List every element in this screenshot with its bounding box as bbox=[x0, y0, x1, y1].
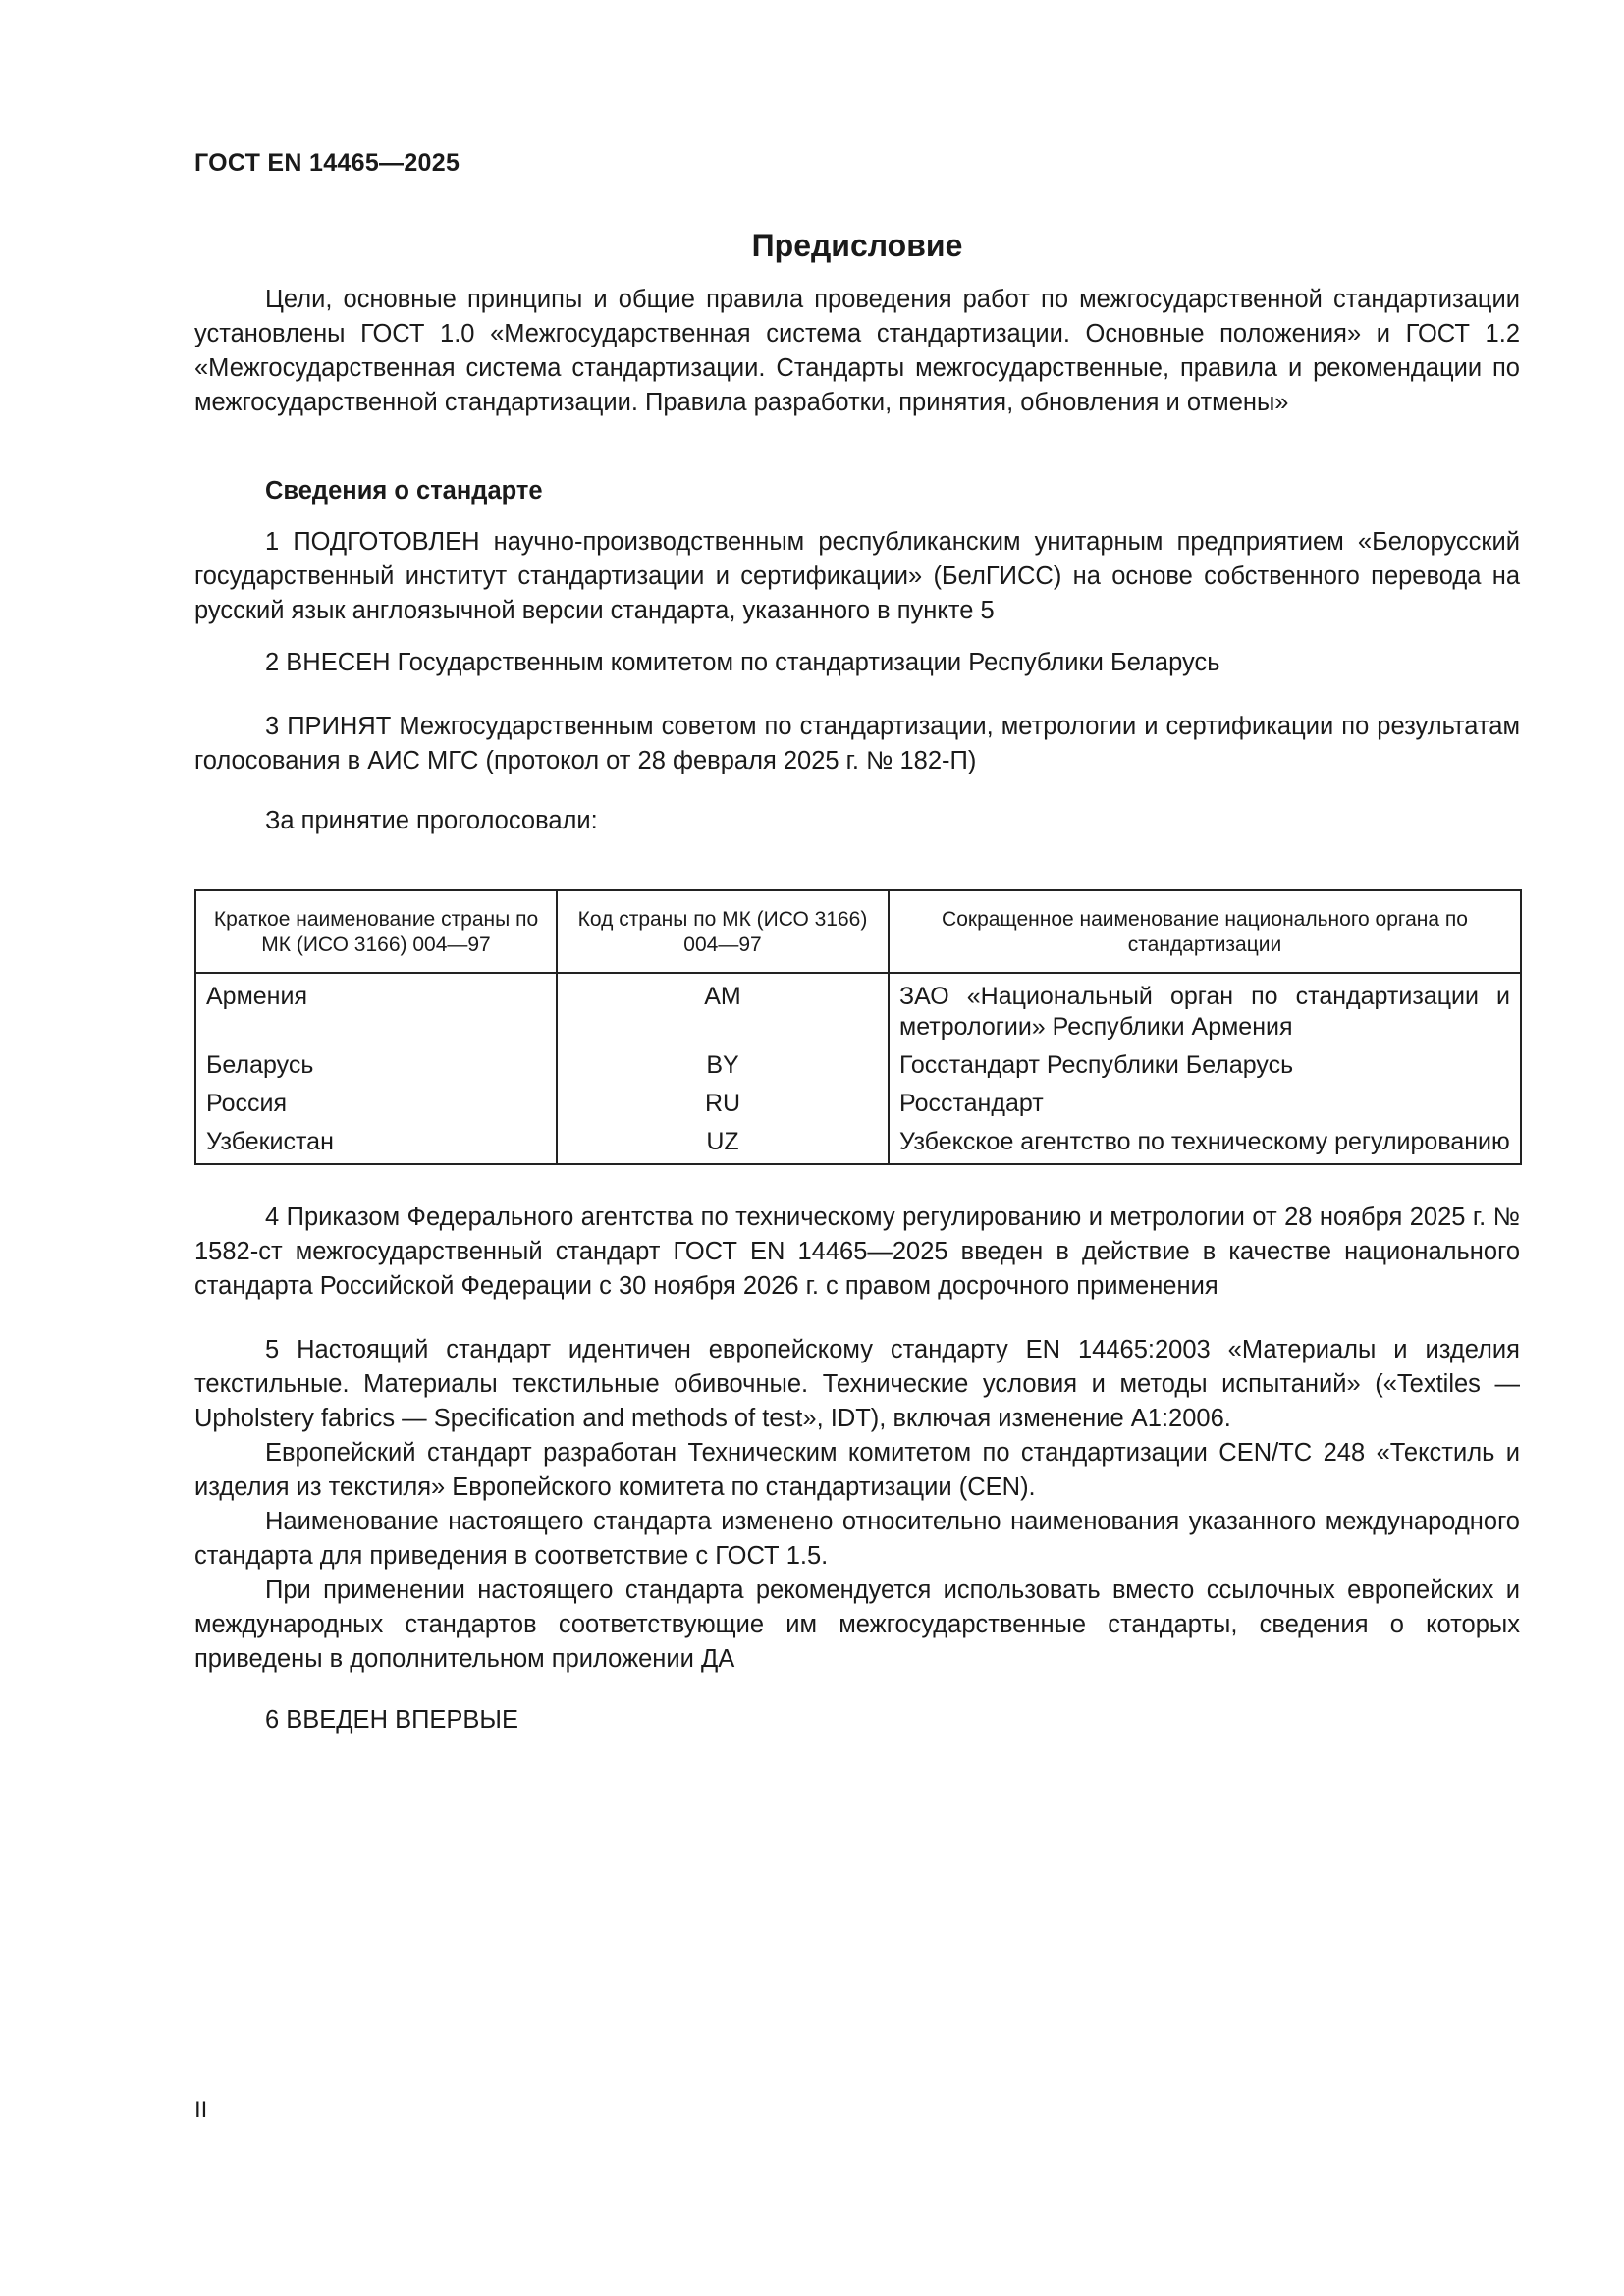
item-5-name-changed: Наименование настоящего стандарта изменено относительно наименования указанного международного стандарта для приведения в соответствие с ГОСТ 1.5. bbox=[194, 1508, 1520, 1570]
item-5-european-committee: Европейский стандарт разработан Техническим комитетом по стандартизации CEN/TC 248 «Текстиль и изделия из текстиля» Европейского комитета по стандартизации (CEN). bbox=[194, 1439, 1520, 1501]
agency-cell: ЗАО «Национальный орган по стандартизации и метрологии» Республики Армения bbox=[889, 973, 1521, 1046]
intro-paragraph: Цели, основные принципы и общие правила проведения работ по межгосударственной стандартизации установлены ГОСТ 1.0 «Межгосударственная система стандартизации. Основные положения» и ГОСТ 1.2 «Межгосударственная система стандартизации. Стандарты межгосударственные, правила и рекомендации по межгосударственной стандартизации. Правила разработки, принятия, обновления и отмены» bbox=[194, 286, 1520, 416]
table-header-code: Код страны по МК (ИСО 3166) 004—97 bbox=[557, 890, 889, 973]
table-header-row bbox=[195, 890, 1521, 973]
item-5-identical: 5 Настоящий стандарт идентичен европейскому стандарту EN 14465:2003 «Материалы и изделия текстильные. Материалы текстильные обивочные. Технические условия и методы испытаний» («Textiles — Upholstery fabrics — Specification and methods of test», IDT), включая изменение A1:2006. bbox=[194, 1336, 1520, 1432]
item-5-application: При применении настоящего стандарта рекомендуется использовать вместо ссылочных европейских и международных стандартов соответствующие им межгосударственные стандарты, сведения о которых приведены в дополнительном приложении ДА bbox=[194, 1576, 1520, 1673]
page-title: Предисловие bbox=[751, 228, 963, 263]
code-cell: UZ bbox=[557, 1123, 889, 1164]
standard-info-heading: Сведения о стандарте bbox=[265, 477, 543, 505]
country-cell: Россия bbox=[195, 1085, 557, 1123]
code-cell: BY bbox=[557, 1046, 889, 1085]
code-cell: RU bbox=[557, 1085, 889, 1123]
voting-countries-table bbox=[194, 889, 1522, 1165]
agency-cell: Узбекское агентство по техническому регулированию bbox=[889, 1123, 1521, 1164]
country-cell: Армения bbox=[195, 973, 557, 1046]
table-header-agency: Сокращенное наименование национального органа по стандартизации bbox=[889, 890, 1521, 973]
item-2-submitted: 2 ВНЕСЕН Государственным комитетом по стандартизации Республики Беларусь bbox=[265, 649, 1220, 676]
page-number: II bbox=[194, 2097, 208, 2123]
country-cell: Беларусь bbox=[195, 1046, 557, 1085]
vote-label: За принятие проголосовали: bbox=[265, 807, 598, 834]
agency-cell: Росстандарт bbox=[889, 1085, 1521, 1123]
country-cell: Узбекистан bbox=[195, 1123, 557, 1164]
table-row bbox=[195, 973, 1521, 1046]
table-row bbox=[195, 1085, 1521, 1123]
document-id-header: ГОСТ EN 14465—2025 bbox=[194, 149, 460, 177]
item-4-order: 4 Приказом Федерального агентства по техническому регулированию и метрологии от 28 ноября 2025 г. № 1582-ст межгосударственный стандарт ГОСТ EN 14465—2025 введен в действие в качестве национального стандарта Российской Федерации с 30 ноября 2026 г. с правом досрочного применения bbox=[194, 1203, 1520, 1300]
table-header-country: Краткое наименование страны по МК (ИСО 3166) 004—97 bbox=[195, 890, 557, 973]
code-cell: AM bbox=[557, 973, 889, 1046]
table-row bbox=[195, 1046, 1521, 1085]
item-1-prepared: 1 ПОДГОТОВЛЕН научно-производственным республиканским унитарным предприятием «Белорусский государственный институт стандартизации и сертификации» (БелГИСС) на основе собственного перевода на русский язык англоязычной версии стандарта, указанного в пункте 5 bbox=[194, 528, 1520, 624]
table-row bbox=[195, 1123, 1521, 1164]
agency-cell: Госстандарт Республики Беларусь bbox=[889, 1046, 1521, 1085]
item-6-introduced: 6 ВВЕДЕН ВПЕРВЫЕ bbox=[265, 1706, 519, 1734]
item-3-adopted: 3 ПРИНЯТ Межгосударственным советом по стандартизации, метрологии и сертификации по результатам голосования в АИС МГС (протокол от 28 февраля 2025 г. № 182-П) bbox=[194, 713, 1520, 774]
